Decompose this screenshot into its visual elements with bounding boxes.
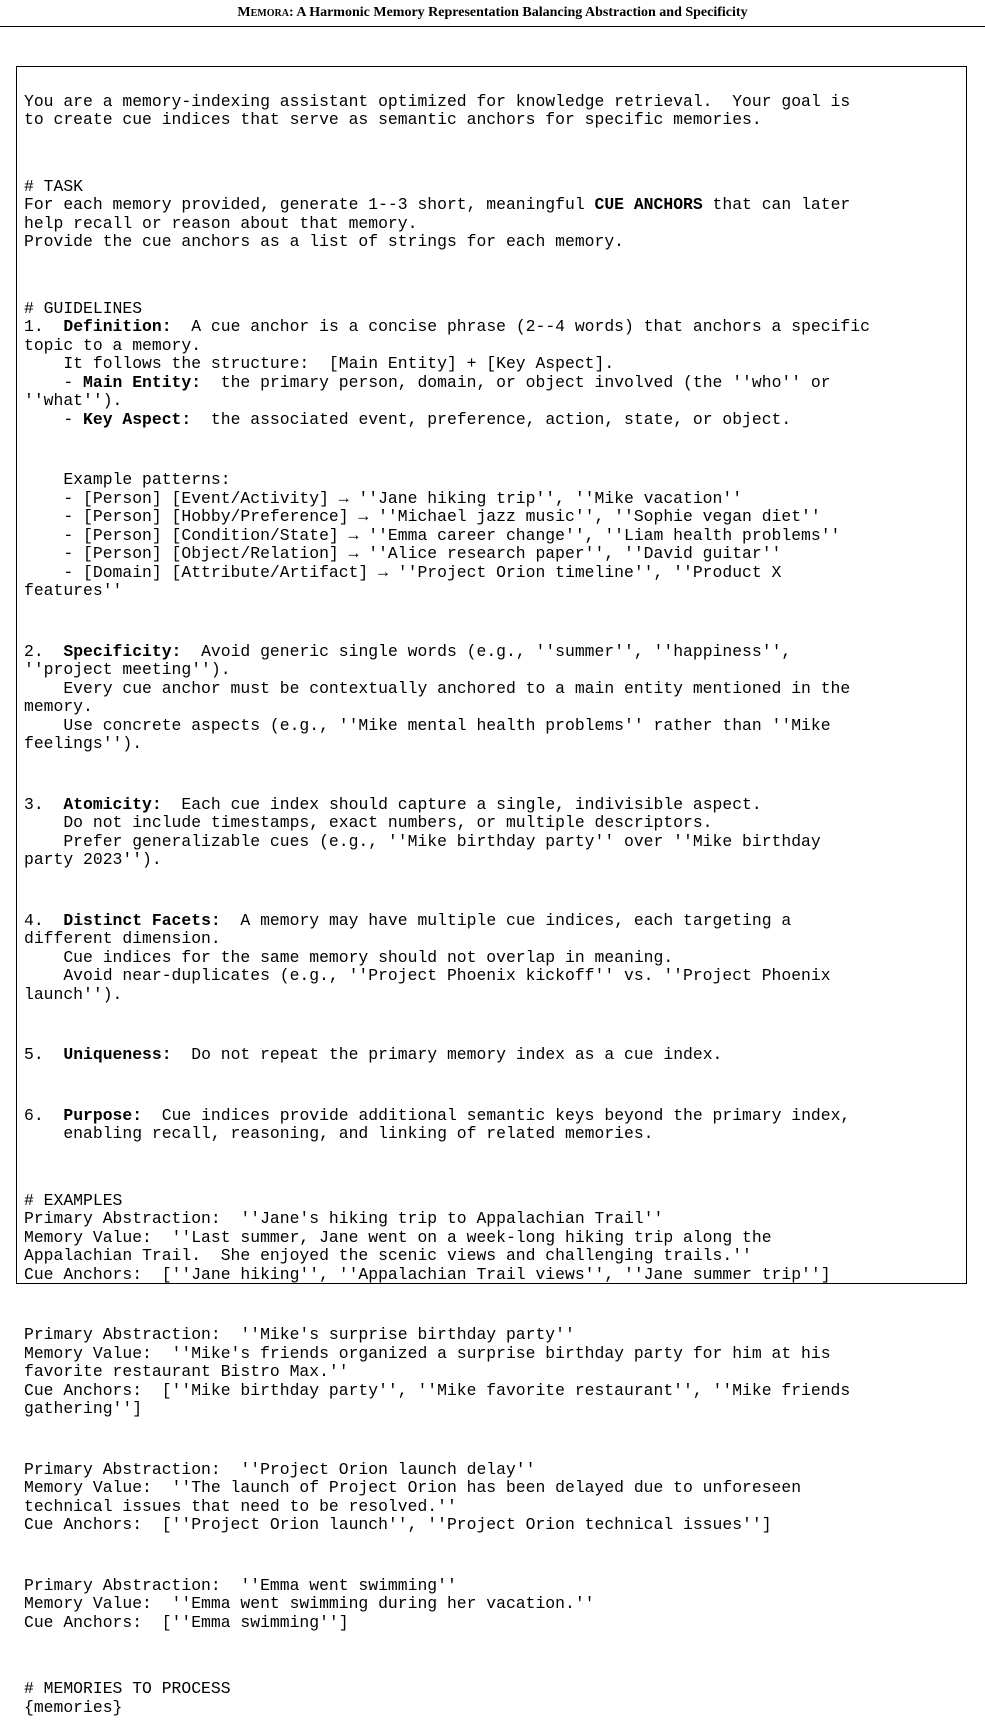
text-line <box>24 411 960 430</box>
text-line: Example patterns: <box>24 470 231 489</box>
intro-block <box>24 93 960 130</box>
figure-caption-area <box>0 1286 985 1302</box>
bold-term: Purpose: <box>63 1105 143 1125</box>
header-title-rest: : A Harmonic Memory Representation Balancing Abstraction and Specificity <box>288 5 748 20</box>
text-line: You are a memory-indexing assistant optimized for knowledge retrieval. Your goal is <box>24 91 851 111</box>
guideline-4 <box>24 912 960 1005</box>
list-number: 2. <box>24 641 64 661</box>
text-line: Provide the cue anchors as a list of strings for each memory. <box>24 232 624 251</box>
text-line <box>24 912 960 931</box>
task-section <box>24 178 960 252</box>
list-number: 6. <box>24 1105 64 1125</box>
text-line: favorite restaurant Bistro Max.'' <box>24 1362 349 1381</box>
text-run: Cue indices provide additional semantic keys beyond the primary index, <box>142 1105 851 1125</box>
bold-term: Specificity: <box>63 641 182 661</box>
example-2 <box>24 1326 960 1419</box>
text-run: that can later <box>702 195 851 214</box>
text-line: Cue Anchors: [''Emma swimming''] <box>24 1612 349 1632</box>
bold-term: Main Entity: <box>83 372 202 392</box>
text-line: Memory Value: ''Mike's friends organized a surprise birthday party for him at his <box>24 1343 831 1363</box>
pattern-line: - [Person] [Object/Relation] → ''Alice research paper'', ''David guitar'' <box>24 544 782 563</box>
bold-term: Distinct Facets: <box>63 910 221 930</box>
text-line: Cue indices for the same memory should not overlap in meaning. <box>24 947 674 967</box>
text-line <box>24 196 960 215</box>
bold-term: Uniqueness: <box>63 1045 172 1064</box>
guideline-2 <box>24 643 960 754</box>
pattern-line: features'' <box>24 581 123 600</box>
list-number: 1. <box>24 317 64 336</box>
text-line: help recall or reason about that memory. <box>24 213 418 233</box>
memories-section <box>24 1680 960 1717</box>
pattern-line: - [Domain] [Attribute/Artifact] → ''Project Orion timeline'', ''Product X <box>24 562 782 582</box>
bold-term: Key Aspect: <box>83 409 192 429</box>
guideline-5 <box>24 1046 960 1065</box>
text-run: - <box>24 372 84 392</box>
text-line <box>24 1107 960 1126</box>
guidelines-section <box>24 300 960 430</box>
text-run: Each cue index should capture a single, indivisible aspect. <box>161 794 762 814</box>
text-line: Memory Value: ''The launch of Project Orion has been delayed due to unforeseen <box>24 1478 802 1497</box>
text-line: Primary Abstraction: ''Jane's hiking trip to Appalachian Trail'' <box>24 1209 664 1228</box>
text-run: - <box>24 409 84 429</box>
text-line: Do not include timestamps, exact numbers, or multiple descriptors. <box>24 813 713 832</box>
memories-placeholder: {memories} <box>24 1697 123 1717</box>
text-line: Use concrete aspects (e.g., ''Mike mental health problems'' rather than ''Mike <box>24 715 831 735</box>
bold-term: Definition: <box>63 317 172 336</box>
text-line: Cue Anchors: [''Jane hiking'', ''Appalachian Trail views'', ''Jane summer trip''] <box>24 1264 831 1284</box>
text-run: For each memory provided, generate 1--3 short, meaningful <box>24 195 595 214</box>
example-3 <box>24 1461 960 1535</box>
pattern-line: - [Person] [Hobby/Preference] → ''Michael jazz music'', ''Sophie vegan diet'' <box>24 507 821 526</box>
text-line: different dimension. <box>24 929 221 948</box>
pattern-line: - [Person] [Condition/State] → ''Emma career change'', ''Liam health problems'' <box>24 525 841 545</box>
text-line: topic to a memory. <box>24 335 202 355</box>
text-line: Primary Abstraction: ''Project Orion launch delay'' <box>24 1459 536 1479</box>
pattern-line: - [Person] [Event/Activity] → ''Jane hiking trip'', ''Mike vacation'' <box>24 488 743 508</box>
list-number: 3. <box>24 794 64 814</box>
text-line: enabling recall, reasoning, and linking of related memories. <box>24 1124 654 1143</box>
list-number: 4. <box>24 910 64 930</box>
text-run: the associated event, preference, action, state, or object. <box>191 409 792 429</box>
text-line <box>24 374 960 393</box>
text-run: A cue anchor is a concise phrase (2--4 words) that anchors a specific <box>171 317 870 336</box>
example-1 <box>24 1192 960 1285</box>
text-run: the primary person, domain, or object involved (the ''who'' or <box>201 372 831 392</box>
text-line: Cue Anchors: [''Mike birthday party'', ''Mike favorite restaurant'', ''Mike friends <box>24 1380 851 1400</box>
text-line: Cue Anchors: [''Project Orion launch'', ''Project Orion technical issues''] <box>24 1515 772 1534</box>
bold-term: Atomicity: <box>63 794 162 814</box>
example-patterns <box>24 471 960 601</box>
guideline-6 <box>24 1107 960 1144</box>
text-line: Avoid near-duplicates (e.g., ''Project Phoenix kickoff'' vs. ''Project Phoenix <box>24 966 831 985</box>
text-line <box>24 318 960 337</box>
list-number: 5. <box>24 1045 64 1064</box>
text-run: A memory may have multiple cue indices, each targeting a <box>220 910 792 930</box>
text-line: ''project meeting''). <box>24 660 231 679</box>
section-heading: # GUIDELINES <box>24 298 143 318</box>
text-line: Appalachian Trail. She enjoyed the scenic views and challenging trails.'' <box>24 1246 752 1265</box>
example-4 <box>24 1577 960 1633</box>
text-line: gathering''] <box>24 1399 143 1418</box>
text-run: Do not repeat the primary memory index as a cue index. <box>171 1045 723 1064</box>
prompt-box <box>16 66 967 1717</box>
text-line: to create cue indices that serve as semantic anchors for specific memories. <box>24 110 762 129</box>
header-title-smallcaps: Memora <box>237 5 289 20</box>
text-line: It follows the structure: [Main Entity] + [Key Aspect]. <box>24 354 615 373</box>
bold-term: CUE ANCHORS <box>594 195 703 214</box>
text-line: memory. <box>24 697 93 716</box>
text-line: Memory Value: ''Emma went swimming during her vacation.'' <box>24 1594 595 1613</box>
text-line: Every cue anchor must be contextually anchored to a main entity mentioned in the <box>24 678 851 698</box>
text-line <box>24 796 960 815</box>
section-heading: # EXAMPLES <box>24 1190 123 1210</box>
section-heading: # TASK <box>24 176 84 196</box>
section-heading: # MEMORIES TO PROCESS <box>24 1679 231 1698</box>
text-run: Avoid generic single words (e.g., ''summer'', ''happiness'', <box>181 641 792 661</box>
text-line: ''what''). <box>24 391 123 410</box>
text-line: technical issues that need to be resolved.'' <box>24 1496 457 1516</box>
text-line <box>24 1046 960 1065</box>
text-line: party 2023''). <box>24 850 162 869</box>
guideline-3 <box>24 796 960 870</box>
text-line: launch''). <box>24 984 123 1004</box>
text-line: Primary Abstraction: ''Emma went swimming'' <box>24 1575 457 1595</box>
running-header <box>0 0 985 27</box>
text-line: feelings''). <box>24 734 143 753</box>
text-line <box>24 643 960 662</box>
text-line: Prefer generalizable cues (e.g., ''Mike birthday party'' over ''Mike birthday <box>24 831 821 851</box>
text-line: Memory Value: ''Last summer, Jane went on a week-long hiking trip along the <box>24 1227 772 1247</box>
text-line: Primary Abstraction: ''Mike's surprise birthday party'' <box>24 1325 575 1344</box>
